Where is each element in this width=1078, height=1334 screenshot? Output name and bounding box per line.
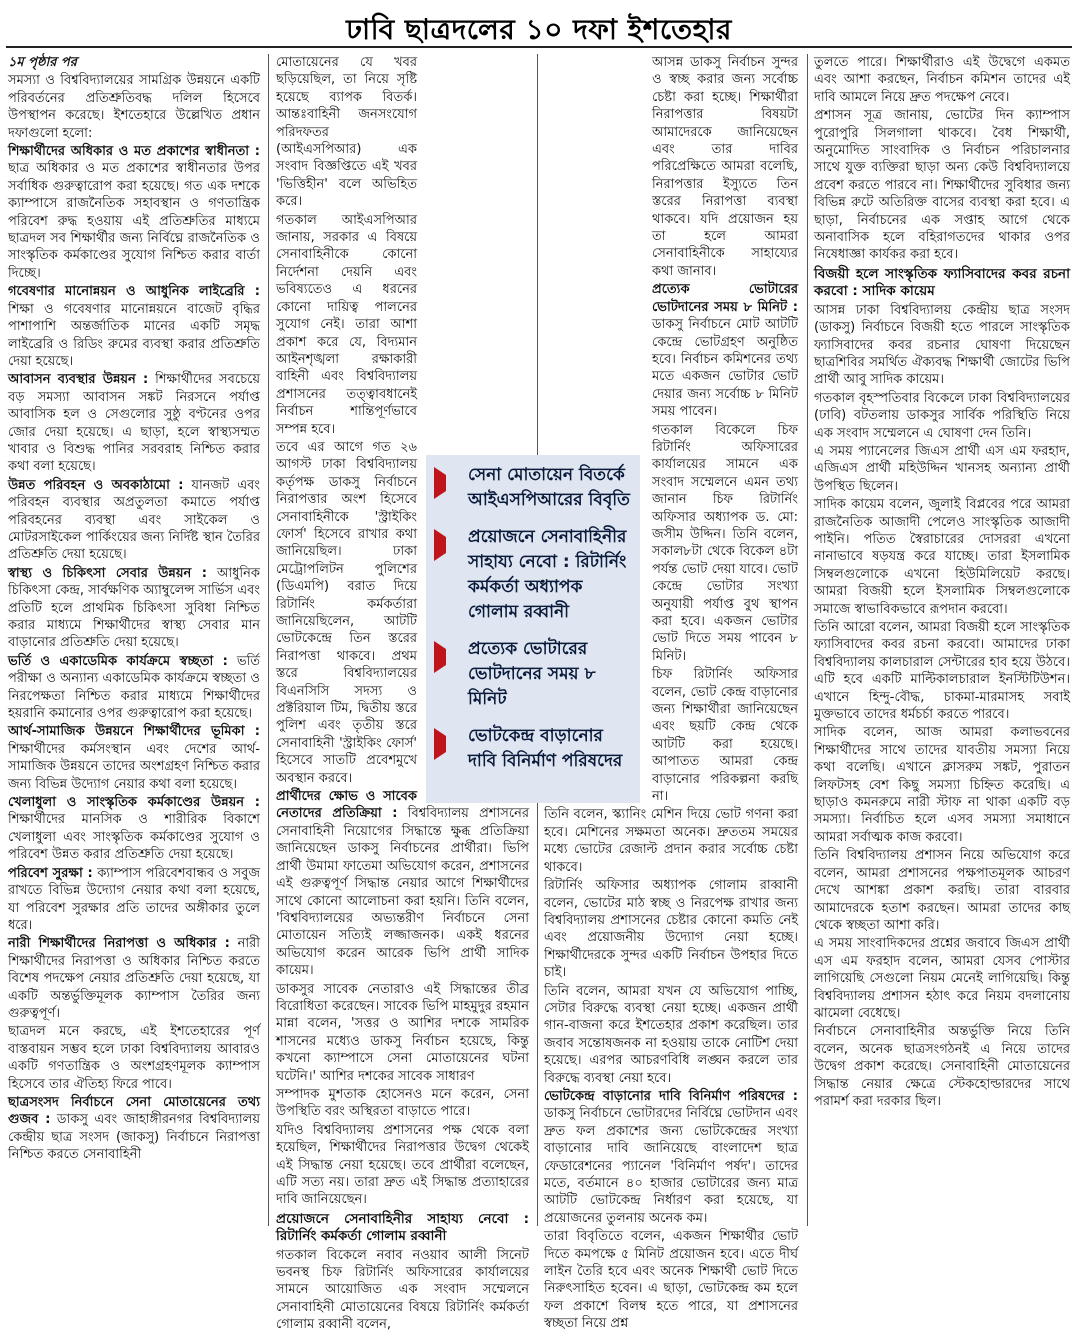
paragraph bbox=[8, 794, 260, 864]
paragraph: ডাকসুর সাবেক নেতারাও এই সিদ্ধান্তের তীব্র বিরোধিতা করেছেন। সাবেক ভিপি মাহমুদুর রহমান মান্না বলেন, 'সত্তর ও আশির দশকে সামরিক শাসনের মধ্যেও ডাকসু নির্বাচন হয়েছে, কিন্তু কখনো ক্যাম্পাসে সেনা মোতায়েনের ঘটনা ঘটেনি।' আশির দশকের সাবেক সাধারণ bbox=[276, 981, 529, 1084]
column-1 bbox=[8, 54, 260, 1230]
point-text: শিক্ষার্থীদের মানসিক ও শারীরিক বিকাশে খেলাধুলা এবং সাংস্কৃতিক কর্মকাণ্ডের সুযোগ ও পরিবেশ উন্নত করার প্রতিশ্রুতি দেয়া হয়েছে। bbox=[8, 812, 260, 863]
paragraph: ছাত্রদল মনে করছে, এই ইশতেহারের পূর্ণ বাস্তবায়ন সম্ভব হলে ঢাকা বিশ্ববিদ্যালয় আবারও একটি গণতান্ত্রিক ও অংশগ্রহণমূলক ক্যাম্পাস হিসেবে তার ঐতিহ্য ফিরে পাবে। bbox=[8, 1024, 260, 1092]
paragraph bbox=[8, 283, 260, 370]
paragraph: তিনি বিশ্ববিদ্যালয় প্রশাসন নিয়ে অভিযোগ করে বলেন, আমরা প্রশাসনের পক্ষপাতমূলক আচরণ দেখে আশঙ্কা প্রকাশ করছি। তারা বারবার আমাদেরকে হতাশ করছেন। আমরা তাদের কাছ থেকে স্বচ্ছতা আশা করি। bbox=[814, 848, 1070, 933]
point-heading: আর্থ-সামাজিক উন্নয়নে শিক্ষার্থীদের ভূমিকা : bbox=[8, 724, 260, 740]
paragraph: গতকাল বিকেলে চিফ রিটার্নিং অফিসারের কার্যালয়ের সামনে এক সংবাদ সম্মেলনে এমন তথ্য জানান চিফ রিটার্নিং অফিসার অধ্যাপক ড. মো: জসীম উদ্দিন। তিনি বলেন, সকাল৮টা থেকে বিকেল ৪টা পর্যন্ত ভোট দেয়া যাবে। ভোট কেন্দ্রে ভোটার সংখ্যা অনুযায়ী পর্যাপ্ত বুথ স্থাপন করা হবে। একজন ভোটার ভোট দিতে সময় পাবেন ৮ মিনিট। bbox=[652, 422, 798, 664]
point-heading: শিক্ষার্থীদের অধিকার ও মত প্রকাশের স্বাধীনতা : bbox=[8, 144, 260, 160]
point-text: যানজট এবং পরিবহন ব্যবস্থার অপ্রতুলতা কমাতে পর্যাপ্ত পরিবহনের ব্যবস্থা এবং সাইকেল ও মোটরসাইকেল পার্কিংয়ের জন্য নির্দিষ্ট স্থান তৈরির প্রতিশ্রুতি দেয়া হয়েছে। bbox=[8, 477, 260, 563]
paragraph bbox=[8, 477, 260, 564]
point-heading: স্বাস্থ্য ও চিকিৎসা সেবার উন্নয়ন : bbox=[8, 565, 207, 581]
paragraph bbox=[8, 565, 260, 652]
point-text: ডাকসু নির্বাচনে ভোটারদের নির্বিঘ্নে ভোটদান এবং দ্রুত ফল প্রকাশের জন্য ভোটকেন্দ্রের সংখ্যা বাড়ানোর দাবি জানিয়েছে বাংলাদেশ ছাত্র ফেডারেশনের প্যানেল 'বিনির্মাণ পর্ষদ'। তাদের মতে, বর্তমানে ৪০ হাজার ভোটারের জন্য মাত্র আটটি ভোটকেন্দ্র নির্ধারণ করা হয়েছে, যা প্রয়োজনের তুলনায় অনেক কম। bbox=[544, 1106, 798, 1226]
callout-text: সেনা মোতায়েন বিতর্কে আইএসপিআরের বিবৃতি bbox=[468, 465, 630, 510]
point-text: ছাত্র অধিকার ও মত প্রকাশের স্বাধীনতার উপর সর্বাধিক গুরুত্বারোপ করা হয়েছে। গত এক দশকে ক্যাম্পাসে রাজনৈতিক সহাবস্থান ও গণতান্ত্রিক পরিবেশ রুদ্ধ হওয়ায় এই প্রতিশ্রুতির মাধ্যমে ছাত্রদল সব শিক্ষার্থীর জন্য নির্বিঘ্নে রাজনৈতিক ও সাংস্কৃতিক কর্মকাণ্ডের সুযোগ নিশ্চিত করার বার্তা দিচ্ছে। bbox=[8, 161, 260, 281]
triangle-bullet-icon bbox=[434, 529, 460, 561]
paragraph bbox=[276, 788, 529, 979]
paragraph: নির্বাচনে সেনাবাহিনীর অন্তর্ভুক্তি নিয়ে তিনি বলেন, অনেক ছাত্রসংগঠনই এ নিয়ে তাদের উদ্বেগ প্রকাশ করেছে। সেনাবাহিনী মোতায়েনের সিদ্ধান্ত নেয়ার ক্ষেত্রে স্টেকহোল্ডারদের সাথে পরামর্শ করা দরকার ছিল। bbox=[814, 1024, 1070, 1109]
paragraph: এ সময় সাংবাদিকদের প্রশ্নের জবাবে জিএস প্রার্থী এস এম ফরহাদ বলেন, আমরা যেসব পোস্টার লাগিয়েছি সেগুলো নিয়ম মেনেই লাগিয়েছি। কিন্তু বিশ্ববিদ্যালয় প্রশাসন হঠাৎ করে নিয়ম বদলানোয় ঝামেলা বেধেছে। bbox=[814, 936, 1070, 1021]
paragraph: যদিও বিশ্ববিদ্যালয় প্রশাসনের পক্ষ থেকে বলা হয়েছিল, শিক্ষার্থীদের নিরাপত্তার উদ্বেগ থেকেই এই সিদ্ধান্ত নেয়া হয়েছে। তবে প্রার্থীরা বলেছেন, এটি সত্য নয়। তারা দ্রুত এই সিদ্ধান্ত প্রত্যাহারের দাবি জানিয়েছেন। bbox=[276, 1122, 529, 1208]
paragraph: সাদিক কায়েম বলেন, জুলাই বিপ্লবের পরে আমরা রাজনৈতিক আজাদী পেলেও সাংস্কৃতিক আজাদী পাইনি। পতিত স্বৈরাচারের দোসররা এখনো নানাভাবে ষড়যন্ত্র করে যাচ্ছে। তারা ইসলামিক সিম্বলগুলোকে এখনো হিউমিলিয়েট করছে। আমরা বিজয়ী হলে ইসলামিক সিম্বলগুলোকে সমাজে স্বাভাবিকভাবে রূপদান করবো। bbox=[814, 497, 1070, 617]
point-text: ডাকসু নির্বাচনে মোট আটটি কেন্দ্রে ভোটগ্রহণ অনুষ্ঠিত হবে। নির্বাচন কমিশনের তথ্য মতে একজন ভোটার ভোট দেয়ার জন্য সর্বোচ্চ ৮ মিনিট সময় পাবেন। bbox=[652, 317, 798, 420]
callout-text: প্রত্যেক ভোটারের ভোটদানের সময় ৮ মিনিট bbox=[468, 639, 596, 709]
paragraph: আসন্ন ঢাকা বিশ্ববিদ্যালয় কেন্দ্রীয় ছাত্র সংসদ (ডাকসু) নির্বাচনে বিজয়ী হতে পারলে সাংস্কৃতিক ফ্যাসিবাদের কবর রচনার ঘোষণা দিয়েছেন ছাত্রশিবির সমর্থিত ঐক্যবদ্ধ শিক্ষার্থী জোটের ভিপি প্রার্থী আবু সাদিক কায়েম। bbox=[814, 302, 1070, 388]
callout-item bbox=[434, 525, 634, 625]
paragraph: তিনি আরো বলেন, আমরা বিজয়ী হলে সাংস্কৃতিক ফ্যাসিবাদের কবর রচনা করবো। আমাদের ঢাকা বিশ্ববিদ্যালয় কালচারাল সেন্টারের হাব হয়ে উঠবে। এটি হবে একটি মাল্টিকালচারাল ইনস্টিটিউশন। এখানে হিন্দু-বৌদ্ধ, চাকমা-মারমাসহ সবাই মুক্তভাবে তাদের ধর্মচর্চা করতে পারবে। bbox=[814, 620, 1070, 723]
point-text: শিক্ষা ও গবেষণার মানোন্নয়নে বাজেট বৃদ্ধির পাশাপাশি অন্তর্জাতিক মানের একটি সমৃদ্ধ লাইব্রেরি ও রিডিং রুমের ব্যবস্থা করার প্রতিশ্রুতি দেয়া হয়েছে। bbox=[8, 301, 260, 369]
paragraph bbox=[8, 143, 260, 282]
paragraph: তিনি বলেন, স্ক্যানিং মেশিন দিয়ে ভোট গণনা করা হবে। মেশিনের সক্ষমতা অনেক। দ্রুততম সময়ের মধ্যে ভোটের রেজাল্ট প্রদান করার সর্বোচ্চ চেষ্টা থাকবে। bbox=[544, 807, 798, 875]
paragraph bbox=[8, 1094, 260, 1164]
callout-item bbox=[434, 463, 634, 513]
column-4 bbox=[814, 54, 1070, 1230]
point-heading: গবেষণার মানোন্নয়ন ও আধুনিক লাইব্রেরি : bbox=[8, 284, 260, 300]
point-heading: প্রত্যেক ভোটারের ভোটদানের সময় ৮ মিনিট : bbox=[652, 282, 798, 315]
point-text: আধুনিক চিকিৎসা কেন্দ্র, সার্বক্ষণিক অ্যাম্বুলেন্স সার্ভিস এবং প্রতিটি হলে প্রাথমিক চিকিৎসা সুবিধা নিশ্চিত করার মাধ্যমে শিক্ষার্থীদের স্বাস্থ্য সেবার মান বাড়ানোর প্রতিশ্রুতি দেয়া হয়েছে। bbox=[8, 565, 261, 651]
paragraph: রিটার্নিং অফিসার অধ্যাপক গোলাম রাব্বানী বলেন, ভোটের মাঠ স্বচ্ছ ও নিরপেক্ষ রাখার জন্য বিশ্ববিদ্যালয় প্রশাসনের চেষ্টার কোনো কমতি নেই এবং প্রয়োজনীয় উদ্যোগ নেয়া হচ্ছে। শিক্ষার্থীদেরকে সুন্দর একটি নির্বাচন উপহার দিতে চাই। bbox=[544, 878, 798, 981]
point-heading: উন্নত পরিবহন ও অবকাঠামো : bbox=[8, 477, 184, 493]
subheading: প্রয়োজনে সেনাবাহিনীর সাহায্য নেবো : রিটার্নিং কর্মকর্তা গোলাম রব্বানী bbox=[276, 1210, 529, 1245]
triangle-bullet-icon bbox=[434, 467, 460, 499]
paragraph bbox=[8, 723, 260, 793]
paragraph bbox=[8, 371, 260, 475]
paragraph bbox=[8, 935, 260, 1022]
paragraph: তবে এর আগে গত ২৬ আগস্ট ঢাকা বিশ্ববিদ্যালয় কর্তৃপক্ষ ডাকসু নির্বাচনে নিরাপত্তার অংশ হিসেবে সেনাবাহিনীকে 'স্ট্রাইকিং ফোর্স' হিসেবে রাখার কথা জানিয়েছিল। ঢাকা মেট্রোপলিটন পুলিশের (ডিএমপি) বরাত দিয়ে রিটার্নিং কর্মকর্তারা জানিয়েছিলেন, আটটি ভোটকেন্দ্রে তিন স্তরের নিরাপত্তা থাকবে। প্রথম স্তরে বিশ্ববিদ্যালয়ের বিএনসিসি সদস্য ও প্রক্টরিয়াল টিম, দ্বিতীয় স্তরে পুলিশ এবং তৃতীয় স্তরে সেনাবাহিনী 'স্ট্রাইকিং ফোর্স' হিসেবে সাতটি প্রবেশমুখে অবস্থান করবে। bbox=[276, 439, 417, 786]
point-heading: ছাত্রসংসদ নির্বাচনে সেনা মোতায়েনের তথ্য গুজব : bbox=[8, 1094, 260, 1128]
headline-rule bbox=[6, 46, 1072, 48]
callout-item bbox=[434, 637, 634, 712]
point-heading: আবাসন ব্যবস্থার উন্নয়ন : bbox=[8, 372, 149, 388]
paragraph: গতকাল আইএসপিআর জানায়, সরকার এ বিষয়ে সেনাবাহিনীকে কোনো নির্দেশনা দেয়নি এবং ভবিষ্যতেও এ ধরনের কোনো দায়িত্ব পালনের সুযোগ নেই। তারা আশা প্রকাশ করে যে, বিদ্যমান আইনশৃঙ্খলা রক্ষাকারী বাহিনী এবং বিশ্ববিদ্যালয় প্রশাসনের তত্ত্বাবধানেই নির্বাচন শান্তিপূর্ণভাবে সম্পন্ন হবে। bbox=[276, 212, 417, 437]
paragraph bbox=[8, 865, 260, 935]
paragraph: তারা বিবৃতিতে বলেন, একজন শিক্ষার্থীর ভোট দিতে কমপক্ষে ৫ মিনিট প্রয়োজন হবে। এতে দীর্ঘ লাইন তৈরি হবে এবং অনেক শিক্ষার্থী ভোট দিতে নিরুৎসাহিত হবেন। এ ছাড়া, ভোটকেন্দ্র কম হলে ফল প্রকাশে বিলম্ব হতে পারে, যা প্রশাসনের স্বচ্ছতা নিয়ে প্রশ্ন bbox=[544, 1229, 798, 1332]
paragraph bbox=[8, 653, 260, 723]
paragraph: সাদিক বলেন, আজ আমরা কলাভবনের শিক্ষার্থীদের সাথে তাদের যাবতীয় সমস্যা নিয়ে কথা বলেছি। এখানে ক্লাসরুম সঙ্কট, পুরাতন লিফটসহ বেশ কিছু সমস্যা চিহ্নিত করেছি। এ ছাড়াও কমনরুমে নারী স্টাফ না থাকা একটি বড় সমস্যা। নির্বাচিত হলে এসব সমস্যা সমাধানে আমরা সর্বাত্মক কাজ করবো। bbox=[814, 725, 1070, 845]
paragraph: চিফ রিটার্নিং অফিসার বলেন, ভোট কেন্দ্র বাড়ানোর জন্য শিক্ষার্থীরা জানিয়েছেন এবং ছয়টি কেন্দ্র থেকে আটটি করা হয়েছে। আপাতত আমরা কেন্দ্র বাড়ানোর পরিকল্পনা করছি না। bbox=[652, 667, 798, 805]
triangle-bullet-icon bbox=[434, 728, 460, 760]
subheading: বিজয়ী হলে সাংস্কৃতিক ফ্যাসিবাদের কবর রচনা করবো : সাদিক কায়েম bbox=[814, 265, 1070, 300]
point-text: ভর্তি পরীক্ষা ও অন্যান্য একাডেমিক কার্যক্রমে স্বচ্ছতা ও নিরপেক্ষতা নিশ্চিত করার মাধ্যমে শিক্ষার্থীদের হয়রানি কমানোর ওপর গুরুত্বারোপ করা হয়েছে। bbox=[8, 653, 260, 722]
point-heading: প্রার্থীদের ক্ষোভ ও সাবেক নেতাদের প্রতিক্রিয়া : bbox=[276, 789, 417, 822]
paragraph: গতকাল বৃহস্পতিবার বিকেলে ঢাকা বিশ্ববিদ্যালয়ের (ঢাবি) বটতলায় ডাকসুর সার্বিক পরিস্থিতি নিয়ে এক সংবাদ সম্মেলনে এ ঘোষণা দেন তিনি। bbox=[814, 390, 1070, 441]
point-text: শিক্ষার্থীদের সবচেয়ে বড় সমস্যা আবাসন সঙ্কট নিরসনে পর্যাপ্ত আবাসিক হল ও সেগুলোর সুষ্ঠু বণ্টনের ওপর জোর দেয়া হয়েছে। এ ছাড়া, হলে স্বাস্থ্যসম্মত খাবার ও বিশুদ্ধ পানির সরবরাহ নিশ্চিত করার কথা বলা হয়েছে। bbox=[8, 372, 260, 475]
paragraph: তুলতে পারে। শিক্ষার্থীরাও এই উদ্বেগে একমত এবং আশা করছেন, নির্বাচন কমিশন তাদের এই দাবি আমলে নিয়ে দ্রুত পদক্ষেপ নেবে। bbox=[814, 55, 1070, 105]
callout-item bbox=[434, 724, 634, 774]
paragraph: প্রশাসন সূত্র জানায়, ভোটের দিন ক্যাম্পাস পুরোপুরি সিলগালা থাকবে। বৈধ শিক্ষার্থী, অনুমোদিত সাংবাদিক ও নির্বাচন পরিচালনার সাথে যুক্ত ব্যক্তিরা ছাড়া অন্য কেউ বিশ্ববিদ্যালয়ে প্রবেশ করতে পারবে না। শিক্ষার্থীদের সুবিধার জন্য বিভিন্ন রুটে অতিরিক্ত বাসের ব্যবস্থা করা হবে। এ ছাড়া, নির্বাচনের এক সপ্তাহ আগে থেকে অনাবাসিক হলে বহিরাগতদের থাকার ওপর নিষেধাজ্ঞা কার্যকর করা হবে। bbox=[814, 108, 1070, 263]
paragraph bbox=[544, 281, 798, 420]
paragraph: গতকাল বিকেলে নবাব নওয়াব আলী সিনেট ভবনস্থ চিফ রিটার্নিং অফিসারের কার্যালয়ের সামনে আয়োজিত এক সংবাদ সম্মেলনে সেনাবাহিনী মোতায়েনের বিষয়ে রিটার্নিং কর্মকর্তা গোলাম রব্বানী বলেন, bbox=[276, 1247, 529, 1333]
paragraph: আসন্ন ডাকসু নির্বাচন সুন্দর ও স্বচ্ছ করার জন্য সর্বোচ্চ চেষ্টা করা হচ্ছে। শিক্ষার্থীরা নিরাপত্তার বিষয়টা আমাদেরকে জানিয়েছেন এবং তার দাবির পরিপ্রেক্ষিতে আমরা বলেছি, নিরাপত্তার ইস্যুতে তিন স্তরের নিরাপত্তা ব্যবস্থা থাকবে। যদি প্রয়োজন হয় তা হলে আমরা সেনাবাহিনীকে সাহায্যের কথা জানাব। bbox=[652, 55, 798, 279]
headline: ঢাবি ছাত্রদলের ১০ দফা ইশতেহার bbox=[346, 13, 732, 46]
paragraph: মোতায়েনের যে খবর ছড়িয়েছিল, তা নিয়ে সৃষ্টি হয়েছে ব্যাপক বিতর্ক। আন্তঃবাহিনী জনসংযোগ পরিদফতর (আইএসপিআর) এক সংবাদ বিজ্ঞপ্তিতে এই খবর 'ভিত্তিহীন' বলে অভিহিত করে। bbox=[276, 55, 417, 210]
paragraph: সমস্যা ও বিশ্ববিদ্যালয়ের সামগ্রিক উন্নয়নে একটি পরিবর্তনের প্রতিশ্রুতিবদ্ধ দলিল হিসেবে উপস্থাপন করেছে। ইশতেহারে উল্লেখিত প্রধান দফাগুলো হলো: bbox=[8, 73, 260, 141]
paragraph: তিনি বলেন, আমরা যখন যে অভিযোগ পাচ্ছি, সেটার বিরুদ্ধে ব্যবস্থা নেয়া হচ্ছে। একজন প্রার্থী গান-বাজনা করে ইশতেহার প্রকাশ করেছিল। তার জবাব সন্তোষজনক না হওয়ায় তাকে নোটিশ দেয়া হয়েছে। এরপর আচরণবিধি লঙ্ঘন করলে তার বিরুদ্ধে ব্যবস্থা নেয়া হবে। bbox=[544, 983, 798, 1086]
point-heading: ভোটকেন্দ্র বাড়ানোর দাবি বিনির্মাণ পরিষদের : bbox=[544, 1088, 798, 1104]
callout-text: প্রয়োজনে সেনাবাহিনীর সাহায্য নেবো : রিটার্নিং কর্মকর্তা অধ্যাপক গোলাম রব্বানী bbox=[468, 527, 627, 622]
paragraph: এ সময় প্যানেলের জিএস প্রার্থী এস এম ফরহাদ, এজিএস প্রার্থী মহিউদ্দিন খানসহ অন্যান্য প্রার্থী উপস্থিত ছিলেন। bbox=[814, 443, 1070, 494]
paragraph: সম্পাদক মুশতাক হোসেনও মনে করেন, সেনা উপস্থিতি বরং অস্থিরতা বাড়াতে পারে। bbox=[276, 1086, 529, 1120]
point-text: নারী শিক্ষার্থীদের নিরাপত্তা ও অধিকার নিশ্চিত করতে বিশেষ পদক্ষেপ নেয়ার প্রতিশ্রুতি দেয়া হয়েছে, যা একটি অন্তর্ভুক্তিমূলক ক্যাম্পাস তৈরির জন্য গুরুত্বপূর্ণ। bbox=[8, 936, 260, 1021]
point-heading: পরিবেশ সুরক্ষা : bbox=[8, 865, 93, 881]
point-text: ক্যাম্পাস পরিবেশবান্ধব ও সবুজ রাখতে বিভিন্ন উদ্যোগ নেয়ার কথা বলা হয়েছে, যা পরিবেশ সুরক্ষার প্রতি তাদের অঙ্গীকার তুলে ধরে। bbox=[8, 865, 260, 933]
point-text: শিক্ষার্থীদের কর্মসংস্থান এবং দেশের আর্থ-সামাজিক উন্নয়নে তাদের অংশগ্রহণ নিশ্চিত করার জন্য বিভিন্ন উদ্যোগ নেয়ার কথা বলা হয়েছে। bbox=[8, 741, 260, 792]
triangle-bullet-icon bbox=[434, 641, 460, 673]
point-heading: ভর্তি ও একাডেমিক কার্যক্রমে স্বচ্ছতা : bbox=[8, 653, 228, 669]
callout-text: ভোটকেন্দ্র বাড়ানোর দাবি বিনির্মাণ পরিষদের bbox=[468, 726, 623, 771]
paragraph bbox=[544, 1088, 798, 1227]
point-text: বিশ্ববিদ্যালয় প্রশাসনের সেনাবাহিনী নিয়োগের সিদ্ধান্তে ক্ষুব্ধ প্রতিক্রিয়া জানিয়েছেন ডাকসু নির্বাচনের প্রার্থীরা। ভিপি প্রার্থী উমামা ফাতেমা অভিযোগ করেন, প্রশাসনের এই গুরুত্বপূর্ণ সিদ্ধান্ত নেয়ার আগে শিক্ষার্থীদের সাথে কোনো আলোচনা করা হয়নি। তিনি বলেন, 'বিশ্ববিদ্যালয়ের অভ্যন্তরীণ নির্বাচনে সেনা মোতায়েন সত্যিই লজ্জাজনক। একই ধরনের অভিযোগ করেন আরেক ভিপি প্রার্থী সাদিক কায়েম। bbox=[276, 806, 529, 979]
highlight-box bbox=[426, 455, 640, 803]
point-heading: খেলাধুলা ও সাংস্কৃতিক কর্মকাণ্ডের উন্নয়ন : bbox=[8, 795, 260, 811]
point-text: ডাকসু এবং জাহাঙ্গীরনগর বিশ্ববিদ্যালয় কেন্দ্রীয় ছাত্র সংসদ (জাকসু) নির্বাচনে নিরাপত্তা নিশ্চিত করতে সেনাবাহিনী bbox=[8, 1112, 260, 1163]
point-heading: নারী শিক্ষার্থীদের নিরাপত্তা ও অধিকার : bbox=[8, 936, 230, 952]
continued-kicker: ১ম পৃষ্ঠার পর bbox=[8, 55, 77, 70]
